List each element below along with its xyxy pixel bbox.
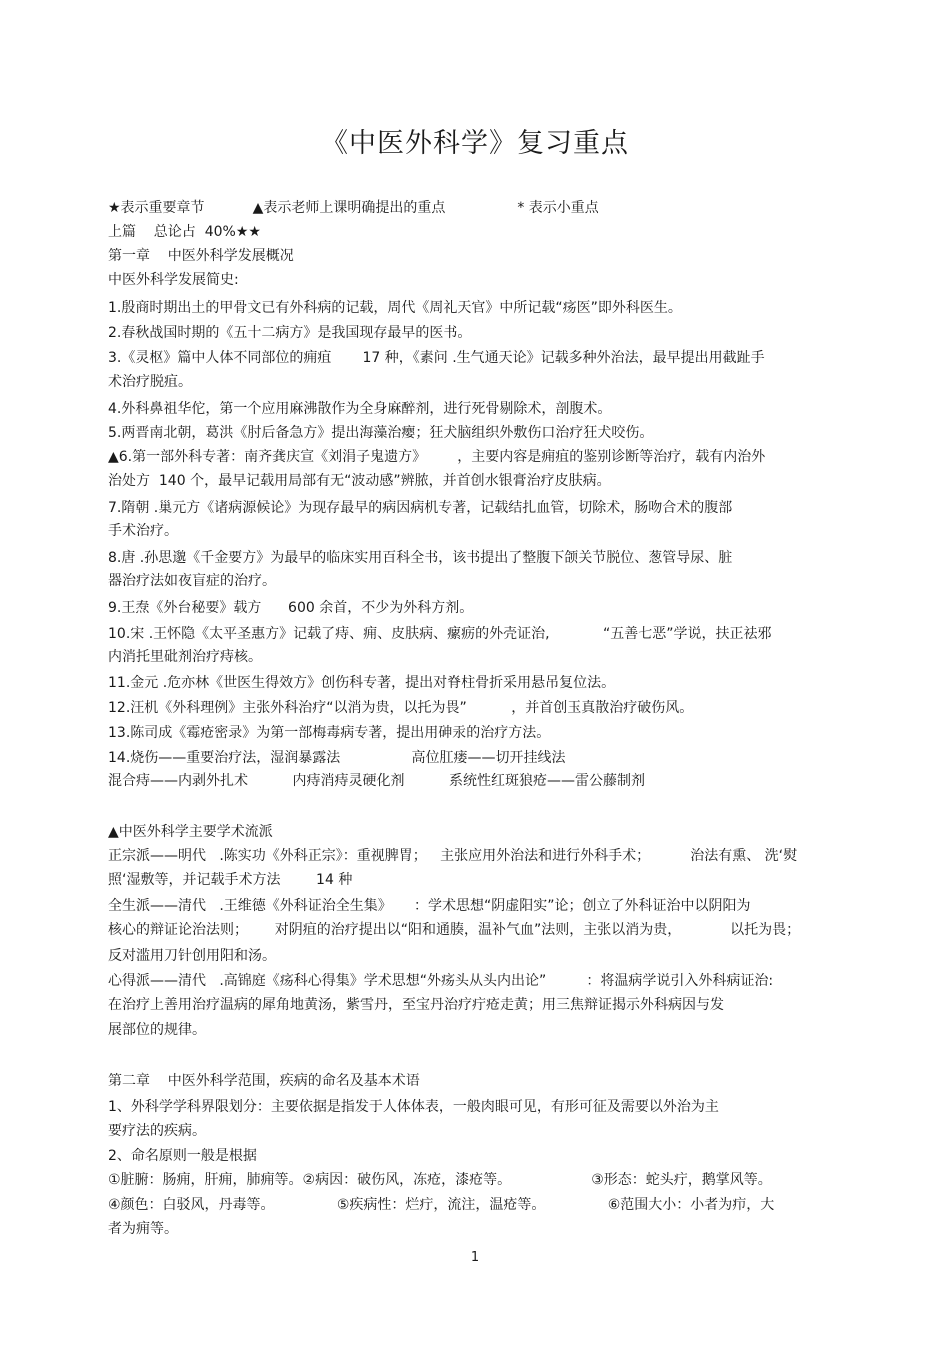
text-line: 心得派——清代 .高锦庭《疡科心得集》学术思想“外疡头从头内出论” ：将温病学说引入外科病证治: bbox=[108, 973, 774, 989]
text-line: 内消托里砒剂治疗痔核。 bbox=[108, 649, 262, 665]
legend-teacher-points: ▲表示老师上课明确提出的重点 bbox=[252, 200, 446, 216]
text-line: ④颜色：白驳风，丹毒等。 ⑤疾病性：烂疔，流注，温疮等。 ⑥范围大小：小者为疖，大 bbox=[108, 1197, 775, 1213]
text-line: 器治疗法如夜盲症的治疗。 bbox=[108, 573, 276, 589]
text-line: 照‘湿敷等，并记载手术方法 14 种 bbox=[108, 872, 353, 888]
text-line: 11.金元 .危亦林《世医生得效方》创伤科专著，提出对脊柱骨折采用悬吊复位法。 bbox=[108, 675, 616, 691]
chapter-heading: 第一章 中医外科学发展概况 bbox=[108, 248, 294, 264]
text-line: 者为痈等。 bbox=[108, 1221, 178, 1237]
text-line: 2.春秋战国时期的《五十二病方》是我国现存最早的医书。 bbox=[108, 325, 472, 341]
text-line: 核心的辩证论治法则； 对阴疽的治疗提出以“阳和通腠，温补气血”法则，主张以消为贵， 以托为畏； bbox=[108, 922, 801, 938]
legend-minor-points: * 表示小重点 bbox=[517, 200, 599, 216]
text-line: 治处方 140 个，最早记载用局部有无“波动感”辨脓，并首创水银膏治疗皮肤病。 bbox=[108, 473, 611, 489]
legend-row bbox=[108, 199, 599, 217]
text-line: 1、外科学学科界限划分：主要依据是指发于人体体表，一般肉眼可见，有形可征及需要以外治为主 bbox=[108, 1099, 719, 1115]
text-line: 5.两晋南北朝，葛洪《肘后备急方》提出海藻治瘿；狂犬脑组织外敷伤口治疗狂犬咬伤。 bbox=[108, 425, 654, 441]
text-line: ①脏腑：肠痈，肝痈，肺痈等。②病因：破伤风，冻疮，漆疮等。 ③形态：蛇头疔，鹅掌风等。 bbox=[108, 1172, 772, 1188]
text-line: 全生派——清代 .王维德《外科证治全生集》 ：学术思想“阴虚阳实”论；创立了外科证治中以阴阳为 bbox=[108, 898, 751, 914]
text-line: 反对滥用刀针创用阳和汤。 bbox=[108, 948, 276, 964]
text-line: 正宗派——明代 .陈实功《外科正宗》：重视脾胃； 主张应用外治法和进行外科手术； 治法有熏、 洗‘熨 bbox=[108, 848, 798, 864]
text-line: 7.隋朝 .巢元方《诸病源候论》为现存最早的病因病机专著，记载结扎血管，切除术，肠吻合术的腹部 bbox=[108, 500, 733, 516]
text-line: 要疗法的疾病。 bbox=[108, 1123, 206, 1139]
page-number: 1 bbox=[470, 1250, 480, 1265]
text-line: 8.唐 .孙思邈《千金要方》为最早的临床实用百科全书，该书提出了整腹下颌关节脱位、葱管导尿、脏 bbox=[108, 550, 733, 566]
text-line: 4.外科鼻祖华佗，第一个应用麻沸散作为全身麻醉剂，进行死骨剔除术，剖腹术。 bbox=[108, 401, 612, 417]
legend-important-chapter: ★表示重要章节 bbox=[108, 200, 205, 216]
text-line: 13.陈司成《霉疮密录》为第一部梅毒病专著，提出用砷汞的治疗方法。 bbox=[108, 725, 551, 741]
text-line: 展部位的规律。 bbox=[108, 1022, 206, 1038]
text-line: 上篇 总论占 40%★★ bbox=[108, 224, 261, 240]
text-line: 术治疗脱疽。 bbox=[108, 374, 192, 390]
text-line: 10.宋 .王怀隐《太平圣惠方》记载了痔、痈、皮肤病、瘰疬的外壳证治, “五善七恶”学说，扶正祛邪 bbox=[108, 626, 772, 642]
text-line: 1.殷商时期出土的甲骨文已有外科病的记载，周代《周礼天官》中所记载“疡医”即外科医生。 bbox=[108, 300, 682, 316]
text-line: 2、命名原则一般是根据 bbox=[108, 1148, 257, 1164]
text-line: 在治疗上善用治疗温病的犀角地黄汤，紫雪丹，至宝丹治疗疔疮走黄；用三焦辩证揭示外科病因与发 bbox=[108, 997, 724, 1013]
text-line: 12.汪机《外科理例》主张外科治疗“以消为贵，以托为畏” ，并首创玉真散治疗破伤风。 bbox=[108, 700, 694, 716]
text-line: 14.烧伤——重要治疗法，湿润暴露法 高位肛瘘——切开挂线法 bbox=[108, 750, 566, 766]
chapter-heading: 第二章 中医外科学范围，疾病的命名及基本术语 bbox=[108, 1073, 420, 1089]
section-heading: ▲中医外科学主要学术流派 bbox=[108, 824, 273, 840]
page-title: 《中医外科学》复习重点 bbox=[321, 128, 629, 159]
text-line: 3.《灵枢》篇中人体不同部位的痈疽 17 种，《素问 .生气通天论》记载多种外治法，最早提出用截趾手 bbox=[108, 350, 765, 366]
text-line: 9.王焘《外台秘要》载方 600 余首，不少为外科方剂。 bbox=[108, 600, 474, 616]
text-line: ▲6.第一部外科专著：南齐龚庆宣《刘涓子鬼遗方》 ，主要内容是痈疽的鉴别诊断等治疗，载有内治外 bbox=[108, 449, 766, 465]
text-line: 混合痔——内剥外扎术 内痔消痔灵硬化剂 系统性红斑狼疮——雷公藤制剂 bbox=[108, 773, 646, 789]
section-heading: 中医外科学发展简史: bbox=[108, 272, 239, 288]
text-line: 手术治疗。 bbox=[108, 523, 178, 539]
